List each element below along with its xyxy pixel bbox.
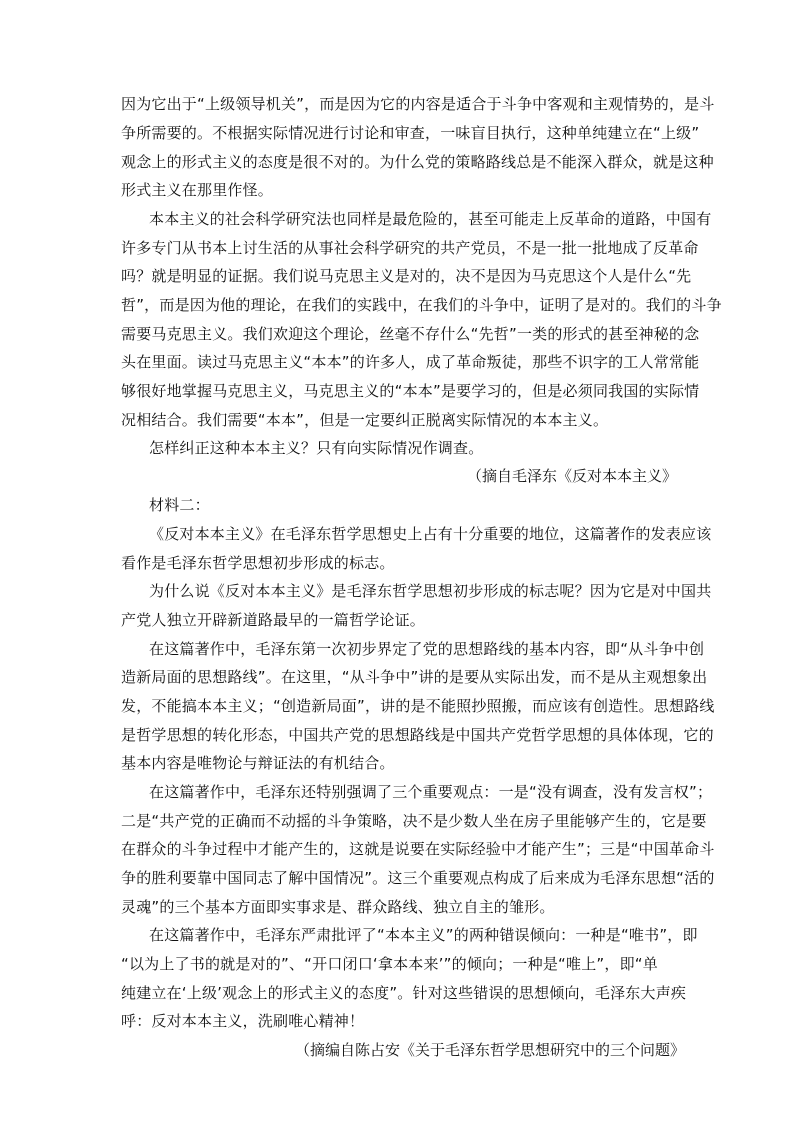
text-line: 怎样纠正这种本本主义？只有向实际情况作调查。 (149, 439, 484, 457)
text-line: 呼：反对本本主义，洗刷唯心精神！ (121, 1012, 365, 1030)
text-line: 在这篇著作中，毛泽东还特别强调了三个重要观点：一是“没有调查，没有发言权”； (149, 783, 713, 801)
text-line: 产党人独立开辟新道路最早的一篇哲学论证。 (121, 611, 426, 629)
text-line: 为什么说《反对本本主义》是毛泽东哲学思想初步形成的标志呢？因为它是对中国共 (149, 582, 712, 600)
text-line: 吗？就是明显的证据。我们说马克思主义是对的，决不是因为马克思这个人是什么“先 (121, 267, 692, 285)
source-citation: （摘自毛泽东《反对本本主义》 (467, 467, 678, 485)
text-line: 争所需要的。不根据实际情况进行讨论和审查，一味盲目执行，这种单纯建立在“上级” (121, 124, 700, 142)
text-line: 在这篇著作中，毛泽东第一次初步界定了党的思想路线的基本内容，即“从斗争中创 (149, 640, 705, 658)
text-line: 本本主义的社会科学研究法也同样是最危险的，甚至可能走上反革命的道路，中国有 (149, 210, 712, 228)
text-line: 在这篇著作中，毛泽东严肃批评了“本本主义”的两种错误倾向：一种是“唯书”，即 (149, 926, 698, 944)
text-line: 哲”，而是因为他的理论，在我们的实践中，在我们的斗争中，证明了是对的。我们的斗争 (121, 296, 722, 314)
text-line: 看作是毛泽东哲学思想初步形成的标志。 (121, 554, 395, 572)
text-line: 需要马克思主义。我们欢迎这个理论，丝毫不存什么“先哲”一类的形式的甚至神秘的念 (121, 325, 700, 343)
source-citation: （摘编自陈占安《关于毛泽东哲学思想研究中的三个问题》 (295, 1041, 686, 1059)
text-line: 因为它出于“上级领导机关”，而是因为它的内容是适合于斗争中客观和主观情势的，是斗 (121, 95, 715, 113)
text-line: 造新局面的思想路线”。在这里，“从斗争中”讲的是要从实际出发，而不是从主观想象出 (121, 668, 708, 686)
text-line: 头在里面。读过马克思主义“本本”的许多人，成了革命叛徒，那些不识字的工人常常能 (121, 353, 700, 371)
text-line: 许多专门从书本上讨生活的从事社会科学研究的共产党员，不是一批一批地成了反革命 (121, 239, 699, 257)
text-line: 够很好地掌握马克思主义，马克思主义的“本本”是要学习的，但是必须同我国的实际情 (121, 382, 700, 400)
text-line: 《反对本本主义》在毛泽东哲学思想史上占有十分重要的地位，这篇著作的发表应该 (149, 525, 712, 543)
text-line: 灵魂”的三个基本方面即实事求是、群众路线、独立自主的雏形。 (121, 898, 555, 916)
text-line: 基本内容是唯物论与辩证法的有机结合。 (121, 754, 395, 772)
text-line: 是哲学思想的转化形态，中国共产党的思想路线是中国共产党哲学思想的具体体现，它的 (121, 726, 714, 744)
text-line: 观念上的形式主义的态度是很不对的。为什么党的策略路线总是不能深入群众，就是这种 (121, 153, 714, 171)
text-line: 争的胜利要靠中国同志了解中国情况”。这三个重要观点构成了后来成为毛泽东思想“活的 (121, 869, 715, 887)
text-line: 形式主义在那里作怪。 (121, 181, 274, 199)
text-line: 在群众的斗争过程中才能产生的，这就是说要在实际经验中才能产生”；三是“中国革命斗 (121, 840, 715, 858)
text-line: 纯建立在‘上级’观念上的形式主义的态度”。针对这些错误的思想倾向，毛泽东大声疾 (121, 984, 687, 1002)
text-line: 况相结合。我们需要“本本”，但是一定要纠正脱离实际情况的本本主义。 (121, 411, 609, 429)
text-line: “以为上了书的就是对的”、“开口闭口‘拿本本来’”的倾向；一种是“唯上”，即“单 (121, 955, 658, 973)
section-heading: 材料二： (149, 496, 210, 514)
text-line: 二是“共产党的正确而不动摇的斗争策略，决不是少数人坐在房子里能够产生的，它是要 (121, 812, 707, 830)
text-line: 发，不能搞本本主义；“创造新局面”，讲的是不能照抄照搬，而应该有创造性。思想路线 (121, 697, 715, 715)
